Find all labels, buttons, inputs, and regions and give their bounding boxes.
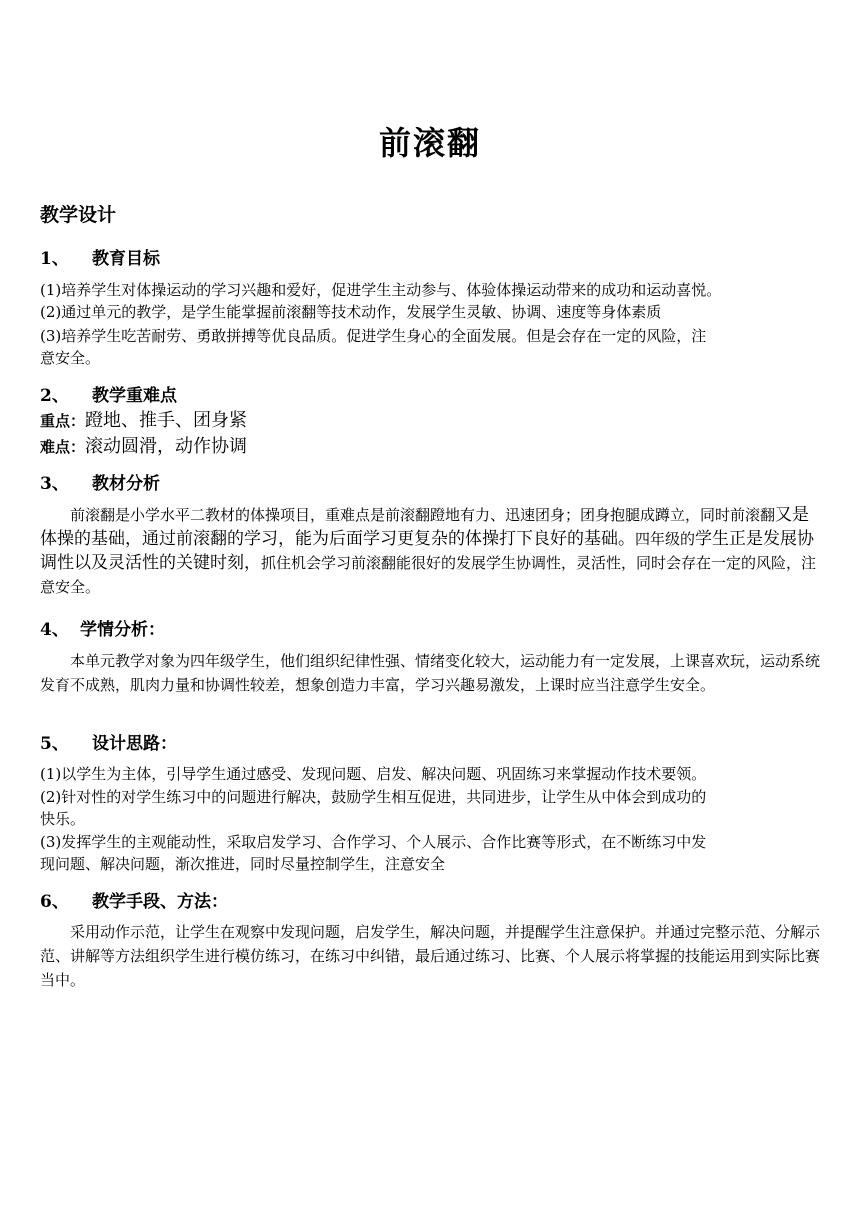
objective-line-2: (2)通过单元的教学，是学生能掌握前滚翻等技术动作，发展学生灵敏、协调、速度等身体素质 — [40, 303, 662, 321]
material-analysis-part-2: 又是体操的基础，通过前滚翻的学习，能为后面学习更复杂的体操打下良好的基础。 — [40, 505, 810, 549]
difficulty-text: 滚动圆滑，动作协调 — [85, 436, 248, 457]
design-line-1: (1)以学生为主体，引导学生通过感受、发现问题、启发、解决问题、巩固练习来掌握动作技术要领。 — [40, 765, 707, 783]
section-number: 5、 — [40, 734, 69, 754]
section-title: 教学手段、方法： — [92, 892, 228, 912]
document-title: 前滚翻 — [378, 124, 481, 162]
document-subtitle: 教学设计 — [40, 204, 117, 226]
design-line-4: (3)发挥学生的主观能动性，采取启发学习、合作学习、个人展示、合作比赛等形式，在不断练习中发 — [40, 833, 707, 851]
key-point-line — [40, 406, 247, 432]
section-title: 教材分析 — [92, 474, 160, 494]
section-number: 6、 — [40, 892, 69, 912]
section-2-heading — [40, 381, 177, 406]
material-analysis-part-5: 抓住机会学习前滚翻能很好的发展学生协调性，灵活性，同时会存在一定的风险，注意安全。 — [40, 554, 817, 596]
material-analysis-part-3: 四年级的 — [635, 530, 696, 548]
section-1-heading — [40, 244, 160, 269]
difficulty-line — [40, 432, 247, 458]
methods-paragraph: 采用动作示范，让学生在观察中发现问题，启发学生，解决问题，并提醒学生注意保护。并通过完整示范、分解示范、讲解等方法组织学生进行模仿练习，在练习中纠错，最后通过练习、比赛、个人展示将掌握的技能运用到实际比赛当中。 — [40, 923, 821, 989]
material-analysis-paragraph — [40, 503, 821, 599]
objective-line-4: 意安全。 — [40, 349, 101, 367]
difficulty-label: 难点： — [40, 438, 86, 456]
section-number: 3、 — [40, 474, 69, 494]
section-title: 教育目标 — [92, 249, 160, 269]
objective-line-3: (3)培养学生吃苦耐劳、勇敢拼搏等优良品质。促进学生身心的全面发展。但是会存在一定的风险，注 — [40, 327, 707, 345]
section-5-heading — [40, 729, 177, 754]
section-number: 2、 — [40, 386, 69, 406]
section-4-heading — [40, 615, 165, 640]
key-point-text: 蹬地、推手、团身紧 — [85, 410, 248, 431]
design-line-5: 现问题、解决问题，渐次推进，同时尽量控制学生，注意安全 — [40, 855, 446, 873]
material-analysis-part-1: 前滚翻是小学水平二教材的体操项目，重难点是前滚翻蹬地有力、迅速团身；团身抱腿成蹲立，同时前滚翻 — [70, 506, 776, 524]
key-point-label: 重点： — [40, 412, 86, 430]
section-number: 1、 — [40, 249, 69, 269]
section-3-heading — [40, 469, 160, 494]
section-6-heading — [40, 887, 228, 912]
section-number: 4、 — [40, 620, 69, 640]
material-analysis-part-4: 学生正是发展协调性以及灵活性的关键时刻， — [40, 529, 815, 573]
section-title: 设计思路： — [92, 734, 177, 754]
student-analysis-paragraph: 本单元教学对象为四年级学生，他们组织纪律性强、情绪变化较大，运动能力有一定发展，上课喜欢玩，运动系统发育不成熟，肌肉力量和协调性较差，想象创造力丰富，学习兴趣易激发，上课时应当注意学生安全。 — [40, 652, 821, 694]
section-title: 学情分析： — [80, 620, 165, 640]
section-title: 教学重难点 — [92, 386, 177, 406]
objective-line-1: (1)培养学生对体操运动的学习兴趣和爱好，促进学生主动参与、体验体操运动带来的成功和运动喜悦。 — [40, 281, 722, 299]
design-line-3: 快乐。 — [40, 810, 86, 828]
design-line-2: (2)针对性的对学生练习中的问题进行解决，鼓励学生相互促进，共同进步，让学生从中体会到成功的 — [40, 788, 707, 806]
